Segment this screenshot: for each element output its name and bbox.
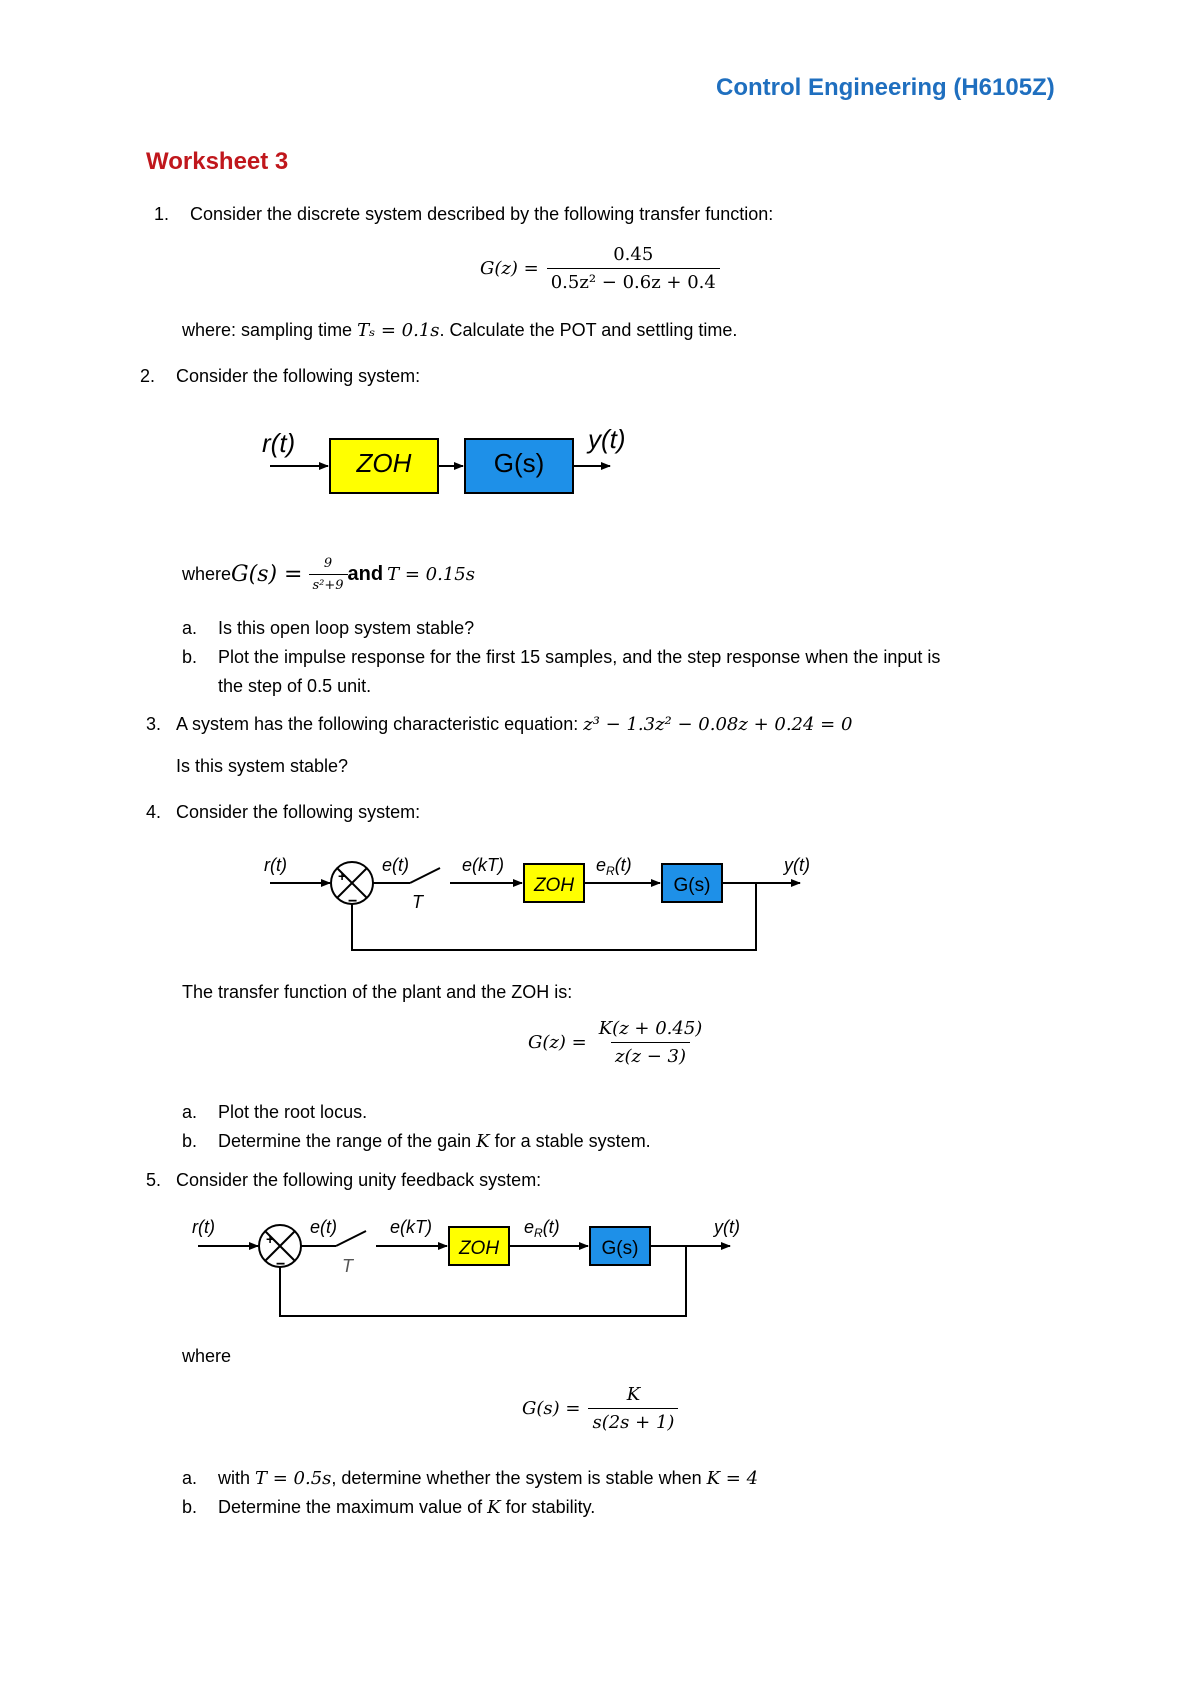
q4-equation <box>528 1018 706 1067</box>
q5-b-text-b: for stability. <box>500 1497 596 1517</box>
q4-b-text-a: Determine the range of the gain <box>218 1131 477 1151</box>
q5-number: 5. <box>146 1170 162 1190</box>
q5-input-label: r(t) <box>192 1217 215 1237</box>
q5-sampler-switch <box>336 1231 366 1246</box>
q2-a-letter: a. <box>182 618 198 638</box>
q1-numerator: 0.45 <box>613 244 654 265</box>
q4-denominator: z(z − 3) <box>611 1042 690 1067</box>
q1-text: Consider the discrete system described by the following transfer function: <box>190 204 774 224</box>
q4-plus-sign: + <box>338 868 347 884</box>
q4-text: Consider the following system: <box>176 802 421 822</box>
q3-text: A system has the following characteristic equation: <box>176 714 584 734</box>
q4-error-label: e(t) <box>382 855 409 875</box>
q4-b-letter: b. <box>182 1131 198 1151</box>
q3-line <box>176 714 852 735</box>
q5-b-letter: b. <box>182 1497 198 1517</box>
q2-g-lhs: G(s) = <box>231 562 303 587</box>
q4-a-letter: a. <box>182 1102 198 1122</box>
q4-b-text-b: for a stable system. <box>489 1131 651 1151</box>
q2-number: 2. <box>140 366 156 386</box>
q2-g-numerator: 9 <box>323 556 333 571</box>
q1-eq-lhs: G(z) = <box>480 258 539 279</box>
q5-text: Consider the following unity feedback system: <box>176 1170 542 1190</box>
q5-output-label: y(t) <box>714 1217 740 1237</box>
q5-equation <box>522 1384 678 1433</box>
q5-fraction <box>588 1384 678 1433</box>
q2-b-text-2: the step of 0.5 unit. <box>218 676 372 696</box>
q5-a-text-b: , determine whether the system is stable when <box>331 1468 707 1488</box>
q4-sampled-label: e(kT) <box>462 855 504 875</box>
q2-b-text-1: Plot the impulse response for the first 15 samples, and the step response when the input is <box>218 647 941 667</box>
q5-where: where <box>182 1346 232 1366</box>
q5-sampler-label: T <box>342 1256 353 1276</box>
q4-b-k: K <box>476 1131 490 1152</box>
q5-error-label: e(t) <box>310 1217 337 1237</box>
q2-and: and <box>347 563 384 585</box>
q1-where-a: where: sampling time <box>182 320 358 340</box>
q1-where-b: . Calculate the POT and settling time. <box>439 320 738 340</box>
q4-output-label: y(t) <box>784 855 810 875</box>
q2-output-label: y(t) <box>588 424 626 454</box>
q5-minus-sign: − <box>276 1256 286 1273</box>
q2-plant-label: G(s) <box>493 448 545 478</box>
q2-where-a: where <box>182 564 232 584</box>
q3-number: 3. <box>146 714 162 734</box>
q2-where-line <box>182 556 475 593</box>
q5-a-letter: a. <box>182 1468 198 1488</box>
q2-b-letter: b. <box>182 647 198 667</box>
q5-zoh-label: ZOH <box>458 1238 500 1259</box>
q4-sampler-switch <box>410 868 440 883</box>
q2-zoh-label: ZOH <box>356 448 412 478</box>
q4-sampler-label: T <box>412 892 423 912</box>
q4-number: 4. <box>146 802 162 822</box>
q2-a-text: Is this open loop system stable? <box>218 618 475 638</box>
q4-fraction <box>595 1018 707 1067</box>
q5-hold-out-label: $e_R(t)$ <box>524 1217 560 1240</box>
q5-numerator: K <box>626 1384 641 1405</box>
q4-a-text: Plot the root locus. <box>218 1102 368 1122</box>
q4-numerator: K(z + 0.45) <box>598 1018 703 1039</box>
q1-denominator: 0.5z² − 0.6z + 0.4 <box>547 268 720 293</box>
q4-diagram <box>264 855 810 950</box>
q4-minus-sign: − <box>348 893 358 910</box>
q4-input-label: r(t) <box>264 855 287 875</box>
q4-eq-lhs: G(z) = <box>528 1032 587 1053</box>
q1-number: 1. <box>154 204 170 224</box>
q4-zoh-label: ZOH <box>533 875 575 896</box>
q5-plus-sign: + <box>266 1231 275 1247</box>
q2-input-label: r(t) <box>262 428 296 458</box>
q3-question: Is this system stable? <box>176 756 349 776</box>
q4-tf-text: The transfer function of the plant and the ZOH is: <box>182 982 573 1002</box>
q4-hold-out-label: $e_R(t)$ <box>596 855 632 878</box>
course-title: Control Engineering (H6105Z) <box>716 74 1055 101</box>
q5-b-k: K <box>487 1497 501 1518</box>
q5-sampled-label: e(kT) <box>390 1217 432 1237</box>
q5-b-text-a: Determine the maximum value of <box>218 1497 488 1517</box>
q3-equation: z³ − 1.3z² − 0.08z + 0.24 = 0 <box>583 714 853 735</box>
worksheet-title: Worksheet 3 <box>146 148 289 175</box>
q2-diagram <box>262 424 626 493</box>
q5-b-line <box>218 1497 595 1518</box>
q5-plant-label: G(s) <box>601 1238 639 1259</box>
q2-t: T = 0.15s <box>387 564 475 585</box>
q5-a-line <box>218 1468 758 1489</box>
q5-denominator: s(2s + 1) <box>588 1408 678 1433</box>
q5-a-t: T = 0.5s <box>255 1468 332 1489</box>
q4-b-line <box>218 1131 651 1152</box>
q5-a-k: K = 4 <box>706 1468 759 1489</box>
q5-diagram <box>192 1217 740 1316</box>
q2-g-denominator: s²+9 <box>309 574 348 593</box>
q2-text: Consider the following system: <box>176 366 421 386</box>
q2-g-fraction <box>309 556 348 593</box>
q5-eq-lhs: G(s) = <box>522 1398 581 1419</box>
q1-ts: Tₛ = 0.1s <box>357 320 440 341</box>
q4-plant-label: G(s) <box>673 875 711 896</box>
q5-a-text-a: with <box>218 1468 256 1488</box>
